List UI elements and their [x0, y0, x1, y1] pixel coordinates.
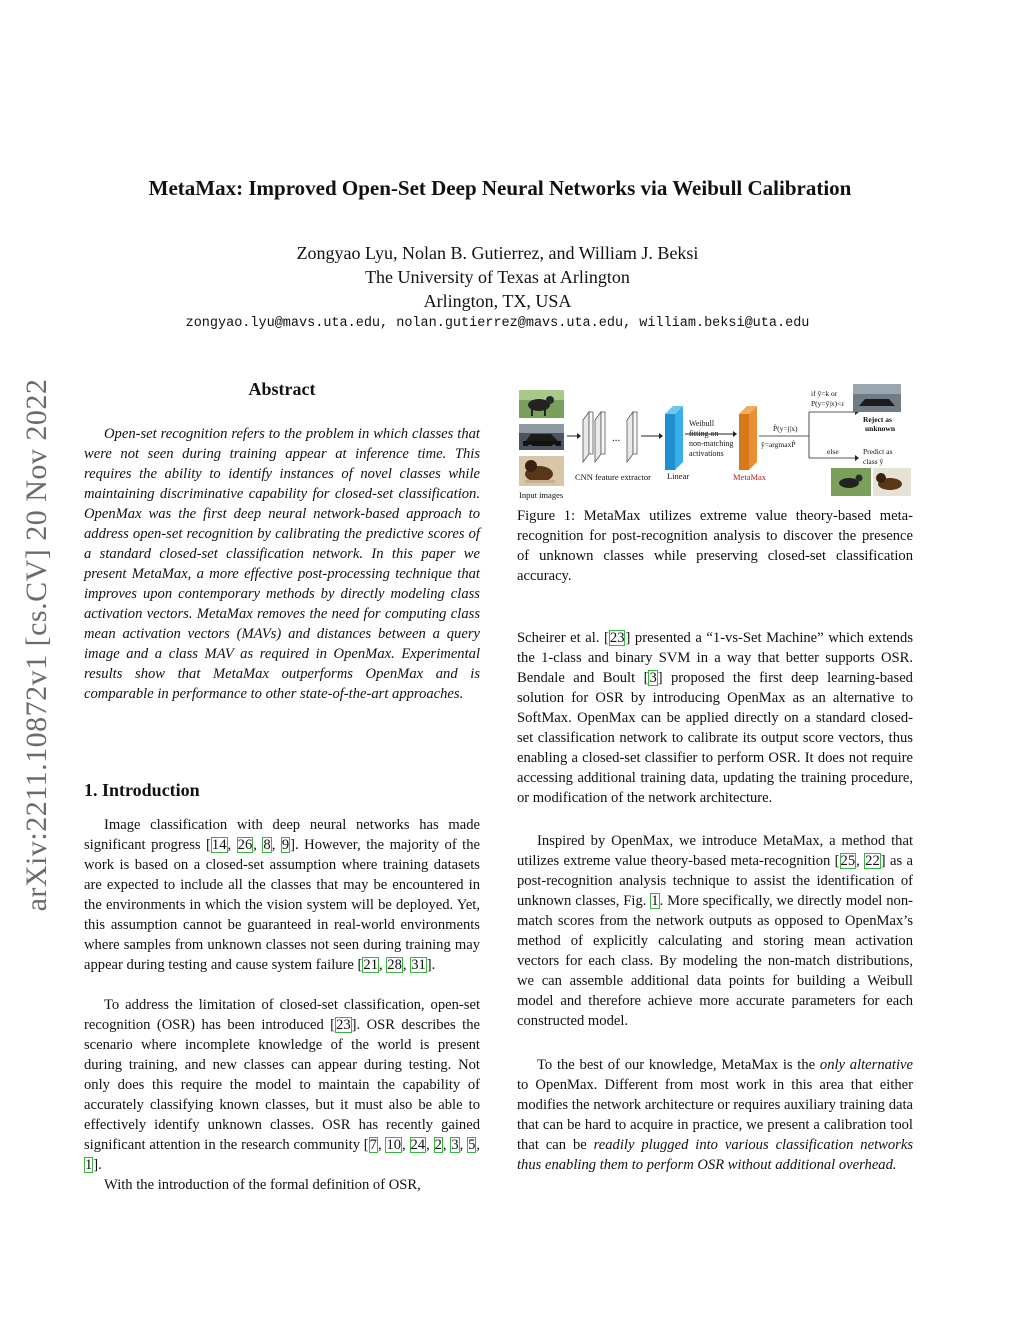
citation-link[interactable]: 23 [609, 630, 625, 646]
weibull-text-1: Weibull [689, 419, 715, 428]
citation-link[interactable]: 3 [451, 1137, 459, 1153]
paper-title: MetaMax: Improved Open-Set Deep Neural Networks via Weibull Calibration [148, 176, 852, 200]
intro-paragraph-2: To address the limitation of closed-set classification, open-set recognition (OSR) has been introduced [23]. OSR describes the scenario where incomplete knowledge of the world is present during training, and new classes can appear during testing. Not only does this require the model to maintain the capability of accurately classifying known classes, but it must also be able to effectively identify unknown classes. OSR has recently gained significant attention in the research community [7, 10, 24, 2, 3, 5, 1]. [84, 997, 481, 1173]
emphasis-text: readily plugged into various classification networks thus enabling them to perform OSR without additional overhead. [517, 1137, 914, 1173]
argmax-label: ŷ=argmaxP̂ [761, 440, 796, 449]
citation-link[interactable]: 23 [336, 1017, 351, 1033]
citation-link[interactable]: 9 [281, 837, 290, 853]
abstract-heading: Abstract [248, 379, 316, 399]
citation-link[interactable]: 24 [410, 1137, 426, 1153]
unknown-output-image [853, 384, 901, 412]
right-paragraph-2: Inspired by OpenMax, we introduce MetaMax, a method that utilizes extreme value theory-based meta-recognition [25, 22] as a post-recognition analysis technique to assist the identification of unknown classes, Fig. 1. More specifically, we directly model non-match scores from the network outputs as opposed to OpenMax’s method of explicitly calculating and storing mean activation vectors for each class. By modeling the non-match distributions, we can assemble additional data points for building a Weibull model and therefore achieve more accurate parameters for each constructed model. [517, 833, 914, 1029]
citation-link[interactable]: 31 [411, 957, 426, 973]
intro-paragraph-3: With the introduction of the formal definition of OSR, [104, 1177, 421, 1193]
right-paragraph-3: To the best of our knowledge, MetaMax is the only alternative to OpenMax. Different from most work in this area that either modifies the network architecture or requires auxiliary training data that can be hard to acquire in practice, we present a calibration tool that can be readily plugged into various classification networks thus enabling them to perform OSR without additional overhead. [517, 1057, 914, 1173]
input-image-car [519, 424, 564, 450]
citation-link[interactable]: 21 [363, 957, 378, 973]
affiliation: The University of Texas at Arlington [365, 267, 630, 287]
known-output-dog-2 [873, 468, 911, 496]
citation-link[interactable]: 3 [649, 670, 657, 686]
reject-label-1: Reject as [863, 415, 892, 424]
author-names: Zongyao Lyu, Nolan B. Gutierrez, and William J. Beksi [296, 243, 699, 263]
weibull-text-3: non-matching [689, 439, 734, 448]
citation-link[interactable]: 1 [85, 1157, 93, 1173]
condition-text-2: P(y=ŷ|x)<ε [811, 399, 845, 408]
citation-link[interactable]: 22 [865, 853, 880, 869]
linear-label: Linear [667, 471, 690, 481]
abstract-text: Open-set recognition refers to the problem in which classes that were not seen during training appear at inference time. This requires the ability to identify instances of novel classes while maintaining discriminative capability for closed-set classification. OpenMax was the first deep neural network-based approach to address open-set recognition by calibrating the predictive scores of a standard closed-set classification network. In this paper we present MetaMax, a more effective post-processing technique that improves upon contemporary methods by directly modeling class activation vectors. MetaMax removes the need for computing class mean activation vectors (MAVs) and distances between a query image and a class MAV as required in OpenMax. Experimental results show that MetaMax outperforms OpenMax and is comparable in performance to other state-of-the-art approaches. [84, 426, 480, 702]
introduction-heading: 1. Introduction [84, 780, 200, 800]
citation-link[interactable]: 2 [434, 1137, 442, 1153]
citation-link[interactable]: 7 [369, 1137, 377, 1153]
location: Arlington, TX, USA [423, 291, 572, 311]
citation-link[interactable]: 10 [386, 1137, 402, 1153]
figure-reference-link[interactable]: 1 [651, 893, 659, 909]
citation-link[interactable]: 8 [263, 837, 271, 853]
weibull-text-2: fitting on [689, 429, 719, 438]
author-emails: zongyao.lyu@mavs.uta.edu, nolan.gutierrez@mavs.uta.edu, william.beksi@uta.edu [185, 316, 810, 331]
citation-link[interactable]: 28 [387, 957, 402, 973]
else-label: else [827, 447, 839, 456]
reject-label-2: unknown [865, 424, 896, 433]
input-image-puppy [519, 456, 564, 486]
arxiv-sidebar [14, 345, 60, 945]
arxiv-identifier: arXiv:2211.10872v1 [cs.CV] 20 Nov 2022 [20, 378, 53, 912]
layer-ellipsis: ... [612, 432, 621, 444]
weibull-text-4: activations [689, 449, 724, 458]
condition-text-1: if ŷ=k or [811, 389, 838, 398]
input-image-dog [519, 390, 564, 418]
linear-layer [665, 406, 683, 470]
author-block [0, 241, 995, 313]
input-images-label: Input images [519, 490, 564, 500]
metamax-label: MetaMax [733, 472, 767, 482]
metamax-layer [739, 406, 757, 470]
citation-link[interactable]: 14 [211, 837, 227, 853]
known-output-dog-1 [831, 468, 871, 496]
figure-1-diagram [517, 384, 913, 504]
citation-link[interactable]: 5 [468, 1137, 476, 1153]
emphasis-text: only alternative [819, 1057, 913, 1073]
citation-link[interactable]: 25 [840, 853, 856, 869]
predict-label-2: class ŷ [863, 457, 884, 466]
figure-1-caption: Figure 1: MetaMax utilizes extreme value theory-based meta-recognition for post-recognition analysis to discover the presence of unknown classes while preserving closed-set classification accuracy. [517, 508, 913, 584]
citation-link[interactable]: 26 [237, 837, 253, 853]
cnn-label: CNN feature extractor [575, 472, 651, 482]
cnn-feature-extractor [583, 412, 637, 462]
probability-label: P̂(y=j|x) [773, 424, 798, 433]
right-paragraph-1: Scheirer et al. [23] presented a “1-vs-Set Machine” which extends the 1-class and binary SVM in a way that better supports OSR. Bendale and Boult [3] proposed the first deep learning-based solution for OSR by introducing OpenMax as an alternative to SoftMax. OpenMax can be applied directly on a standard closed-set classification network to calibrate its output score vectors, thus enabling a closed-set classifier to perform OSR. It does not require accessing additional training data, updating the training procedure, or modification of the network architecture. [517, 630, 914, 806]
intro-paragraph-1: Image classification with deep neural networks has made significant progress [14, 26, 8, 9]. However, the majority of the work is based on a closed-set assumption where training datasets are expected to include all the classes that may be encountered in the environments in which the vision system will be deployed. Yet, this assumption cannot be guaranteed in real-world environments where samples from unknown classes not seen during training may appear during testing and cause system failure [21, 28, 31]. [84, 817, 481, 973]
predict-label-1: Predict as [863, 447, 893, 456]
